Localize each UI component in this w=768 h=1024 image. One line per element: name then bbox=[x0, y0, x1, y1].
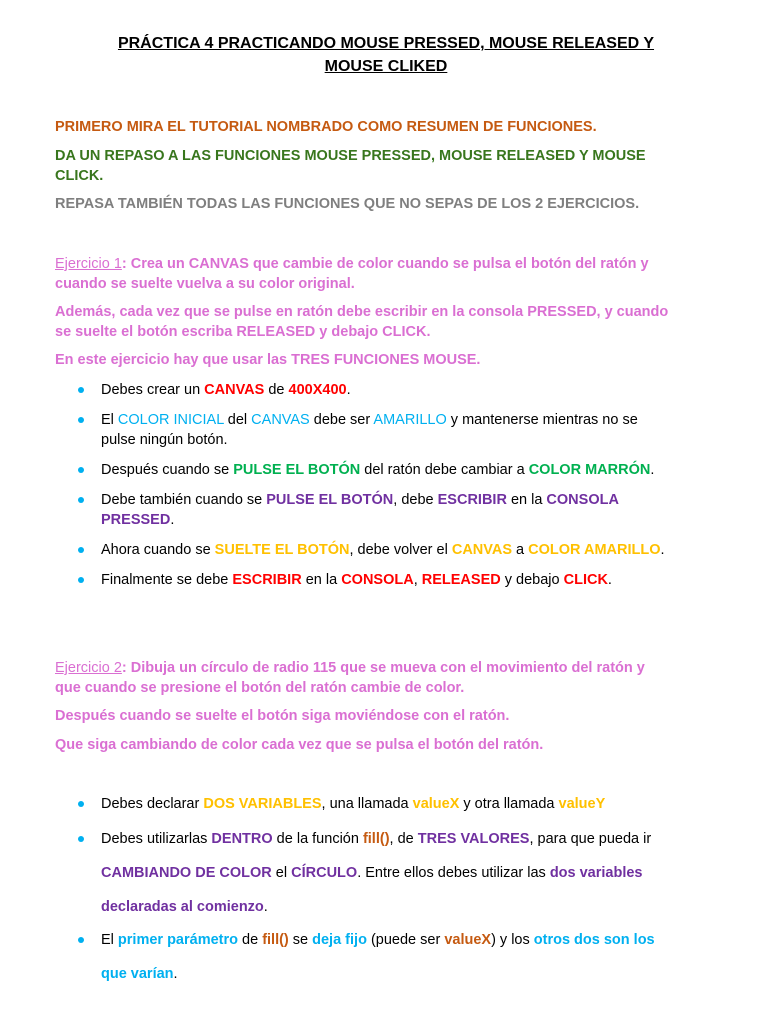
ej2-bullet-3 bbox=[101, 923, 713, 991]
txt: el bbox=[271, 865, 292, 881]
page-title bbox=[60, 32, 712, 78]
txt: El bbox=[101, 932, 118, 948]
ej1-bullet-6 bbox=[101, 570, 713, 590]
bullet-dot-icon bbox=[78, 497, 84, 503]
bullet-dot-icon bbox=[78, 836, 84, 842]
txt: Debes crear un bbox=[101, 382, 205, 398]
txt: , debe volver el bbox=[349, 542, 452, 558]
txt: . bbox=[173, 966, 178, 982]
txt: Debes utilizarlas bbox=[101, 831, 212, 847]
bullet-dot-icon bbox=[78, 547, 84, 553]
intro-paragraph-1: PRIMERO MIRA EL TUTORIAL NOMBRADO COMO RESUMEN DE FUNCIONES. bbox=[55, 119, 597, 135]
txt: RELEASED bbox=[421, 572, 501, 588]
ej1-line-1: : Crea un CANVAS que cambie de color cuando se pulsa el botón del ratón y bbox=[121, 256, 649, 272]
txt: CANVAS bbox=[204, 382, 265, 398]
txt: , debe bbox=[393, 492, 438, 508]
txt: debe ser bbox=[309, 412, 374, 428]
intro-paragraph-2-line-2: CLICK. bbox=[55, 168, 104, 184]
ej1-line-2: cuando se suelte vuelva a su color original. bbox=[55, 276, 355, 292]
txt: . bbox=[263, 899, 268, 915]
txt: CAMBIANDO DE COLOR bbox=[101, 865, 272, 881]
ej2-line-2: que cuando se presione el botón del ratón cambie de color. bbox=[55, 680, 465, 696]
txt: 400X400 bbox=[288, 382, 347, 398]
txt: (puede ser bbox=[366, 932, 445, 948]
txt: que varían bbox=[101, 966, 174, 982]
txt: SUELTE EL BOTÓN bbox=[214, 542, 350, 558]
ej1-line-4: se suelte el botón escriba RELEASED y debajo CLICK. bbox=[55, 324, 431, 340]
ej1-paragraph-1 bbox=[55, 254, 720, 294]
txt: valueX bbox=[412, 796, 460, 812]
ej1-paragraph-3: En este ejercicio hay que usar las TRES FUNCIONES MOUSE. bbox=[55, 352, 481, 368]
txt: CONSOLA bbox=[546, 492, 619, 508]
txt: TRES VALORES bbox=[417, 831, 530, 847]
txt: Ahora cuando se bbox=[101, 542, 215, 558]
txt: COLOR INICIAL bbox=[117, 412, 224, 428]
txt: valueY bbox=[558, 796, 606, 812]
bullet-dot-icon bbox=[78, 577, 84, 583]
txt: . bbox=[650, 462, 655, 478]
txt: AMARILLO bbox=[373, 412, 447, 428]
txt: ESCRIBIR bbox=[437, 492, 507, 508]
txt: , de bbox=[389, 831, 418, 847]
ej1-bullet-1 bbox=[101, 380, 713, 400]
txt: ) y los bbox=[491, 932, 534, 948]
ej2-paragraph-2: Después cuando se suelte el botón siga moviéndose con el ratón. bbox=[55, 708, 510, 724]
txt: . Entre ellos debes utilizar las bbox=[357, 865, 550, 881]
txt: del ratón debe cambiar a bbox=[360, 462, 529, 478]
txt: CÍRCULO bbox=[291, 865, 358, 881]
txt: de la función bbox=[272, 831, 363, 847]
bullet-dot-icon bbox=[78, 801, 84, 807]
txt: fill() bbox=[262, 932, 289, 948]
ej2-label: Ejercicio 2 bbox=[55, 660, 122, 676]
txt: valueX bbox=[444, 932, 492, 948]
txt: de bbox=[264, 382, 289, 398]
txt: fill() bbox=[362, 831, 390, 847]
txt: PULSE EL BOTÓN bbox=[266, 492, 394, 508]
txt: primer parámetro bbox=[117, 932, 238, 948]
txt: , bbox=[413, 572, 422, 588]
txt: DENTRO bbox=[211, 831, 273, 847]
bullet-dot-icon bbox=[78, 387, 84, 393]
txt: en la bbox=[506, 492, 547, 508]
ej1-paragraph-2 bbox=[55, 302, 720, 342]
txt: del bbox=[223, 412, 252, 428]
intro-paragraph-2-line-1: DA UN REPASO A LAS FUNCIONES MOUSE PRESSED, MOUSE RELEASED Y MOUSE bbox=[55, 148, 646, 164]
ej1-line-3: Además, cada vez que se pulse en ratón debe escribir en la consola PRESSED, y cuando bbox=[55, 304, 669, 320]
txt: deja fijo bbox=[312, 932, 367, 948]
txt: Finalmente se debe bbox=[101, 572, 233, 588]
txt: pulse ningún botón. bbox=[101, 432, 228, 448]
txt: . bbox=[607, 572, 612, 588]
ej1-bullet-5 bbox=[101, 540, 713, 560]
intro-paragraph-2 bbox=[55, 146, 720, 186]
txt: y otra llamada bbox=[459, 796, 559, 812]
ej2-paragraph-3: Que siga cambiando de color cada vez que se pulsa el botón del ratón. bbox=[55, 737, 544, 753]
txt: COLOR AMARILLO bbox=[528, 542, 661, 558]
bullet-dot-icon bbox=[78, 467, 84, 473]
txt: Después cuando se bbox=[101, 462, 234, 478]
txt: dos variables bbox=[549, 865, 643, 881]
ej1-label: Ejercicio 1 bbox=[55, 256, 122, 272]
txt: declaradas al comienzo bbox=[101, 899, 264, 915]
title-line-2: MOUSE CLIKED bbox=[324, 58, 448, 75]
txt: y mantenerse mientras no se bbox=[446, 412, 638, 428]
txt: . bbox=[346, 382, 351, 398]
txt: en la bbox=[301, 572, 342, 588]
ej2-bullet-2 bbox=[101, 822, 713, 924]
txt: CONSOLA bbox=[341, 572, 414, 588]
ej2-bullet-1 bbox=[101, 794, 713, 814]
bullet-dot-icon bbox=[78, 937, 84, 943]
txt: Debe también cuando se bbox=[101, 492, 267, 508]
txt: Debes declarar bbox=[101, 796, 204, 812]
txt: y debajo bbox=[500, 572, 564, 588]
ej1-bullet-3 bbox=[101, 460, 713, 480]
intro-paragraph-3: REPASA TAMBIÉN TODAS LAS FUNCIONES QUE NO SEPAS DE LOS 2 EJERCICIOS. bbox=[55, 196, 640, 212]
txt: CANVAS bbox=[451, 542, 513, 558]
txt: , una llamada bbox=[321, 796, 413, 812]
ej1-bullet-2 bbox=[101, 410, 713, 450]
ej2-line-1: : Dibuja un círculo de radio 115 que se mueva con el movimiento del ratón y bbox=[121, 660, 645, 676]
txt: . bbox=[660, 542, 665, 558]
txt: COLOR MARRÓN bbox=[528, 462, 651, 478]
txt: PRESSED bbox=[101, 512, 171, 528]
ej2-paragraph-1 bbox=[55, 658, 720, 698]
txt: PULSE EL BOTÓN bbox=[233, 462, 361, 478]
txt: ESCRIBIR bbox=[232, 572, 302, 588]
txt: . bbox=[170, 512, 175, 528]
txt: DOS VARIABLES bbox=[203, 796, 322, 812]
txt: se bbox=[288, 932, 313, 948]
txt: otros dos son los bbox=[533, 932, 655, 948]
txt: , para que pueda ir bbox=[529, 831, 652, 847]
txt: CANVAS bbox=[251, 412, 310, 428]
title-line-1: PRÁCTICA 4 PRACTICANDO MOUSE PRESSED, MOUSE RELEASED Y bbox=[117, 35, 655, 52]
txt: a bbox=[512, 542, 529, 558]
txt: El bbox=[101, 412, 118, 428]
ej1-bullet-4 bbox=[101, 490, 713, 530]
txt: CLICK bbox=[563, 572, 608, 588]
bullet-dot-icon bbox=[78, 417, 84, 423]
txt: de bbox=[238, 932, 263, 948]
